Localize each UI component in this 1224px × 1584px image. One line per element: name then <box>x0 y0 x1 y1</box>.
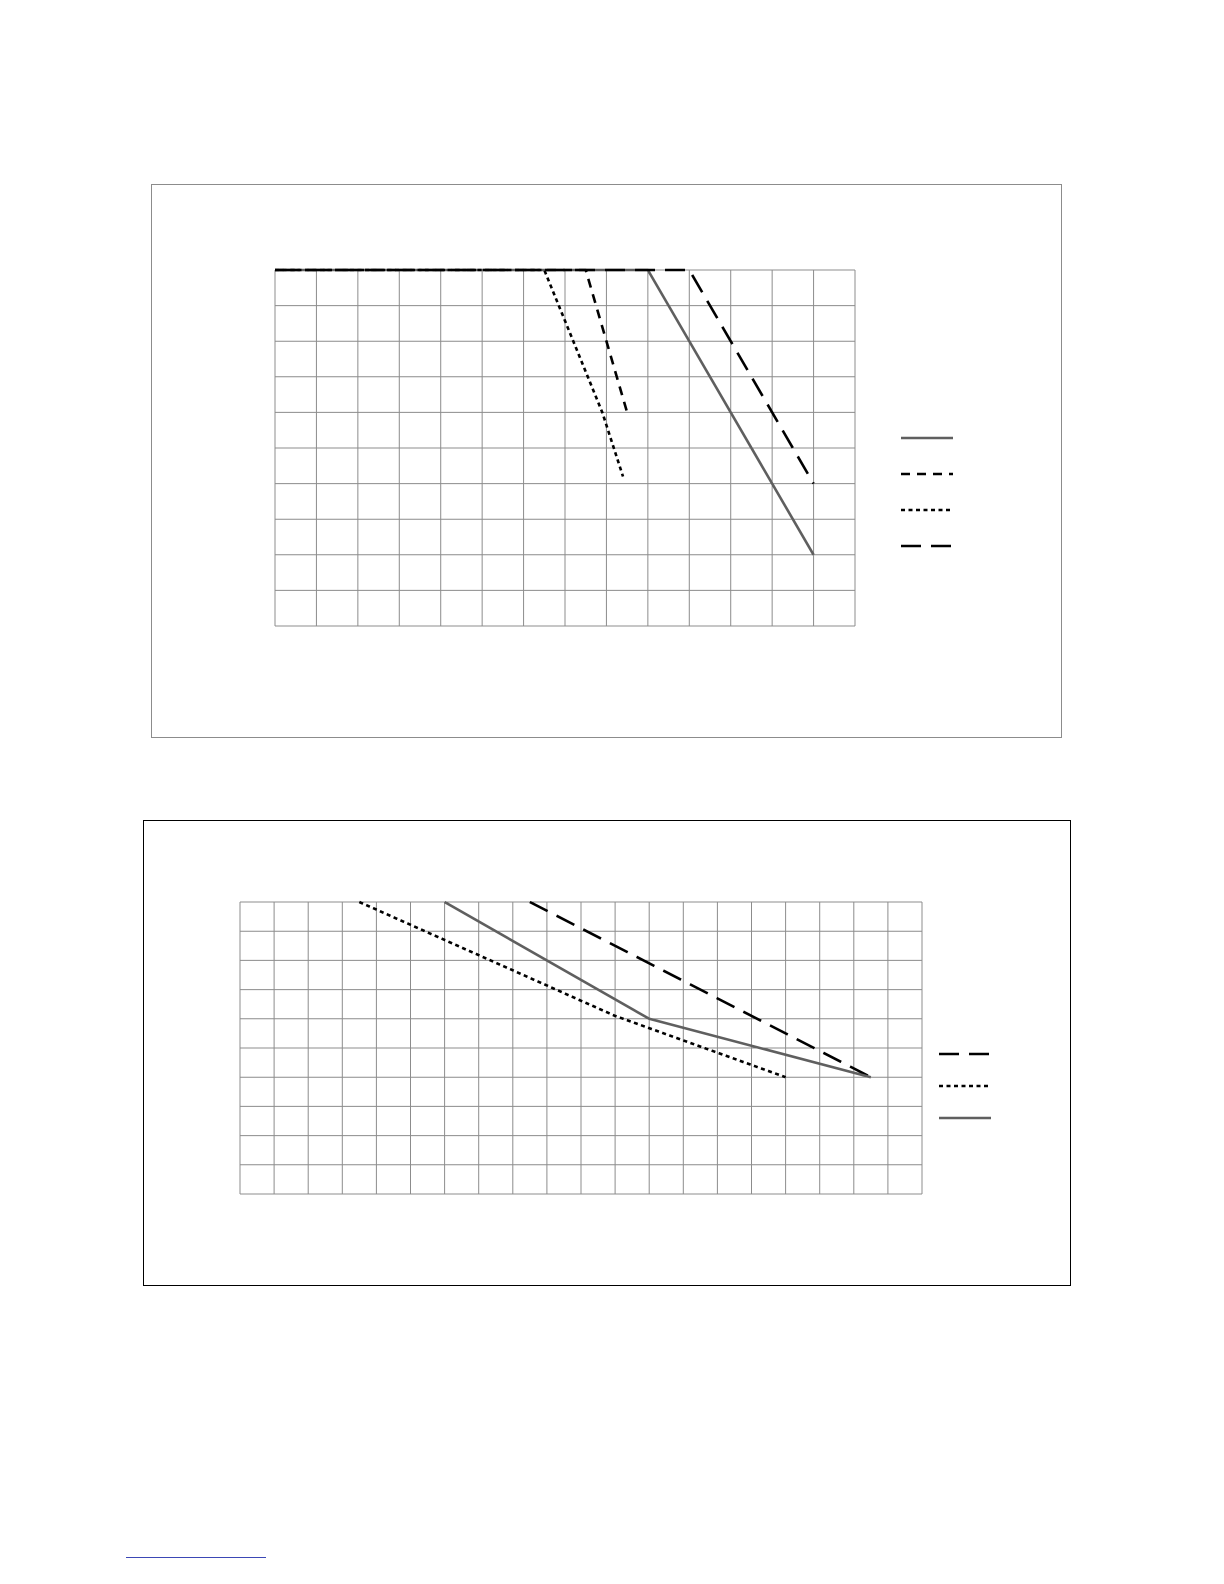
chart-2-svg <box>144 821 1070 1285</box>
chart-1-svg <box>152 185 1061 737</box>
chart-2-frame <box>143 820 1071 1286</box>
chart-1-frame <box>151 184 1062 738</box>
chart-1-series-3-line <box>275 270 623 476</box>
chart-2-grid <box>240 902 922 1194</box>
footnote-separator <box>126 1557 266 1558</box>
chart-1-grid <box>275 270 855 626</box>
